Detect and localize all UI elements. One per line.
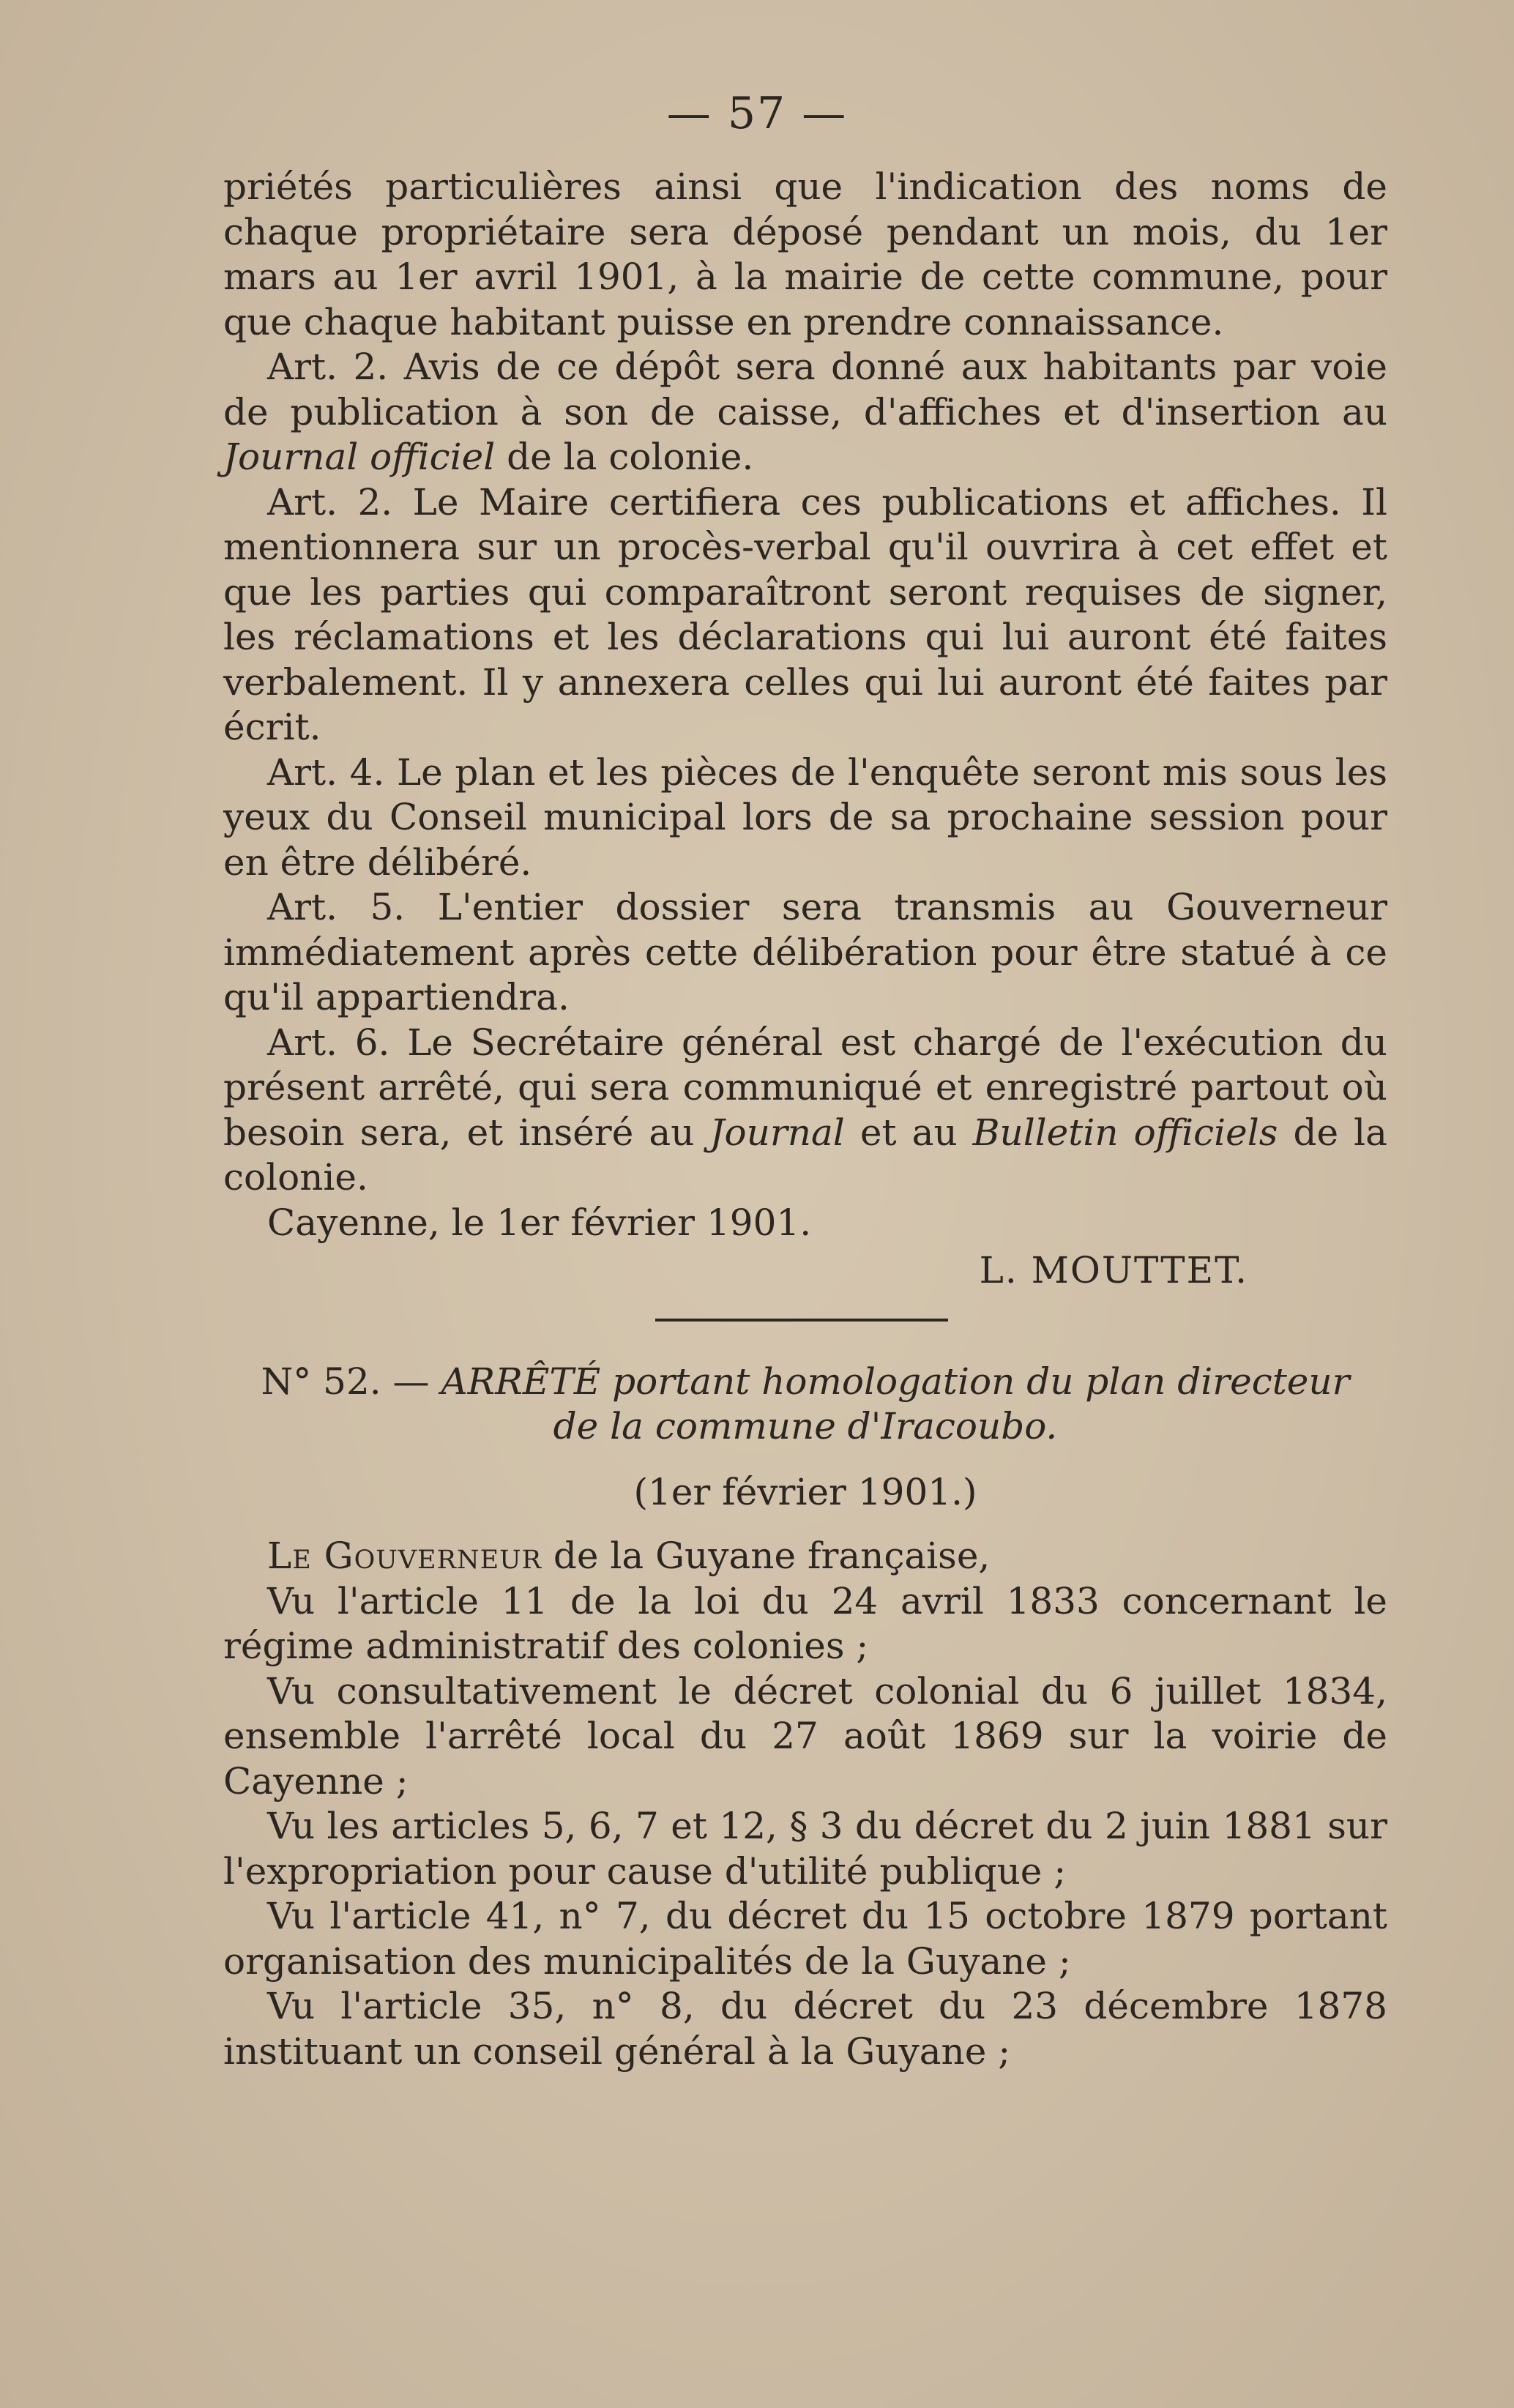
article-2-lead: Art. 2. Avis de ce dépôt sera donné aux habitants par voie de publication à son de caisse, d'affiches et d'insertion au: [223, 346, 1387, 433]
decree-title-line1: ARRÊTÉ portant homologation du plan directeur: [441, 1360, 1350, 1403]
article-3: Art. 2. Le Maire certifiera ces publications et affiches. Il mentionnera sur un procès-verbal qu'il ouvrira à cet effet et que les parties qui comparaîtront seront requises de signer, les réclamations et les déclarations qui lui auront été faites verbalement. Il y annexera celles qui lui auront été faites par écrit.: [223, 480, 1387, 748]
vu-clause-4: Vu l'article 41, n° 7, du décret du 15 octobre 1879 portant organisation des municipalités de la Guyane ;: [223, 1895, 1387, 1983]
article-6-lead: Art. 6. Le Secrétaire général est chargé de l'exécution du présent arrêté, qui sera communiqué et enregistré partout où besoin sera, et inséré au: [223, 1021, 1387, 1154]
article-6: [223, 1021, 1387, 1201]
article-2-tail: de la colonie.: [507, 436, 754, 478]
place-date: Cayenne, le 1er février 1901.: [267, 1201, 812, 1244]
article-5: Art. 5. L'entier dossier sera transmis au Gouverneur immédiatement après cette délibération pour être statué à ce qu'il appartiendra.: [223, 886, 1387, 1018]
body-text: [223, 165, 1387, 2074]
governor-caps: Le Gouverneur: [267, 1535, 542, 1577]
paragraph-continuation: priétés particulières ainsi que l'indication des noms de chaque propriétaire sera déposé pendant un mois, du 1er mars au 1er avril 1901, à la mairie de cette commune, pour que chaque habitant puisse en prendre connaissance.: [223, 165, 1387, 343]
page-number: — 57 —: [666, 88, 848, 139]
governor-line: [223, 1534, 1387, 1579]
decree-number: N° 52. —: [261, 1360, 430, 1403]
article-2: [223, 345, 1387, 480]
decree-date: (1er février 1901.): [633, 1470, 977, 1513]
article-6-tail: de la colonie.: [223, 1111, 1387, 1199]
journal-officiel-ref: Journal officiel: [223, 436, 496, 478]
vu-clause-2: Vu consultativement le décret colonial du 6 juillet 1834, ensemble l'arrêté local du 27 août 1869 sur la voirie de Cayenne ;: [223, 1669, 1387, 1803]
decree-title-line2: de la commune d'Iracoubo.: [553, 1405, 1058, 1447]
article-4: Art. 4. Le plan et les pièces de l'enquête seront mis sous les yeux du Conseil municipal lors de sa prochaine session pour en être délibéré.: [223, 750, 1387, 884]
signature: L. MOUTTET.: [979, 1249, 1248, 1291]
governor-rest: de la Guyane française,: [553, 1535, 991, 1577]
bulletin-ref: Bulletin officiels: [972, 1111, 1278, 1154]
decree-title: [223, 1360, 1387, 1405]
article-6-mid: et au: [859, 1111, 958, 1154]
journal-ref: Journal: [709, 1111, 845, 1154]
vu-clause-1: Vu l'article 11 de la loi du 24 avril 1833 concernant le régime administratif des colonies ;: [223, 1579, 1387, 1667]
decree-title-line2-block: [223, 1404, 1387, 1450]
vu-clause-5: Vu l'article 35, n° 8, du décret du 23 décembre 1878 instituant un conseil général à la Guyane ;: [223, 1985, 1387, 2073]
section-divider: [655, 1319, 948, 1322]
vu-clause-3: Vu les articles 5, 6, 7 et 12, § 3 du décret du 2 juin 1881 sur l'expropriation pour cause d'utilité publique ;: [223, 1805, 1387, 1893]
